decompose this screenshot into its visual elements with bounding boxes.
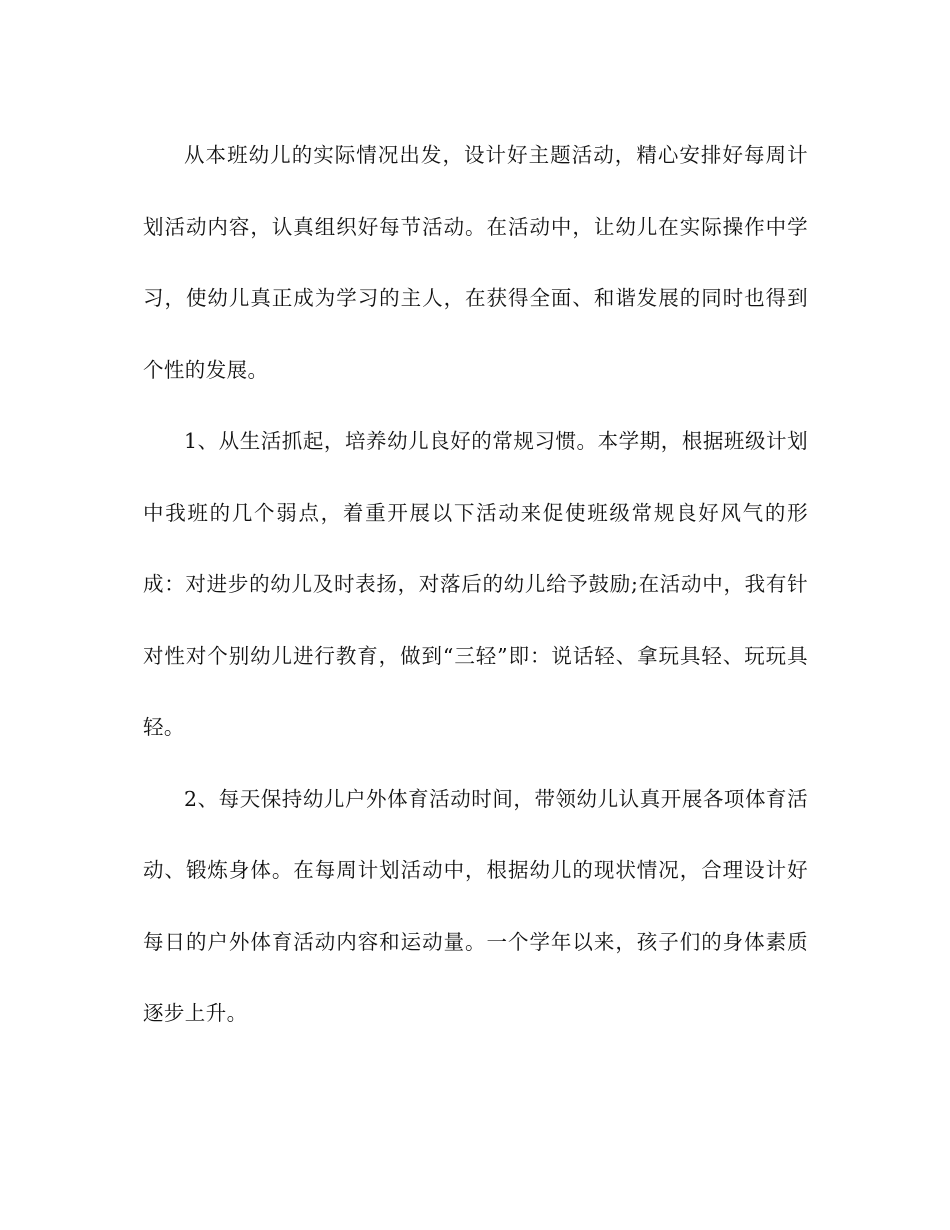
paragraph-item-1: 1、从生活抓起，培养幼儿良好的常规习惯。本学期，根据班级计划中我班的几个弱点，着重开展以下活动来促使班级常规良好风气的形成：对进步的幼儿及时表扬，对落后的幼儿给予鼓励;在活动中，我有针对性对个别幼儿进行教育，做到“三轻”即：说话轻、拿玩具轻、玩玩具轻。: [143, 429, 808, 739]
paragraph-item-2: 2、每天保持幼儿户外体育活动时间，带领幼儿认真开展各项体育活动、锻炼身体。在每周计划活动中，根据幼儿的现状情况，合理设计好每日的户外体育活动内容和运动量。一个学年以来，孩子们的身体素质逐步上升。: [143, 786, 808, 1025]
document-body: [143, 120, 808, 1050]
paragraph-intro: 从本班幼儿的实际情况出发，设计好主题活动，精心安排好每周计划活动内容，认真组织好每节活动。在活动中，让幼儿在实际操作中学习，使幼儿真正成为学习的主人，在获得全面、和谐发展的同时也得到个性的发展。: [143, 143, 808, 382]
